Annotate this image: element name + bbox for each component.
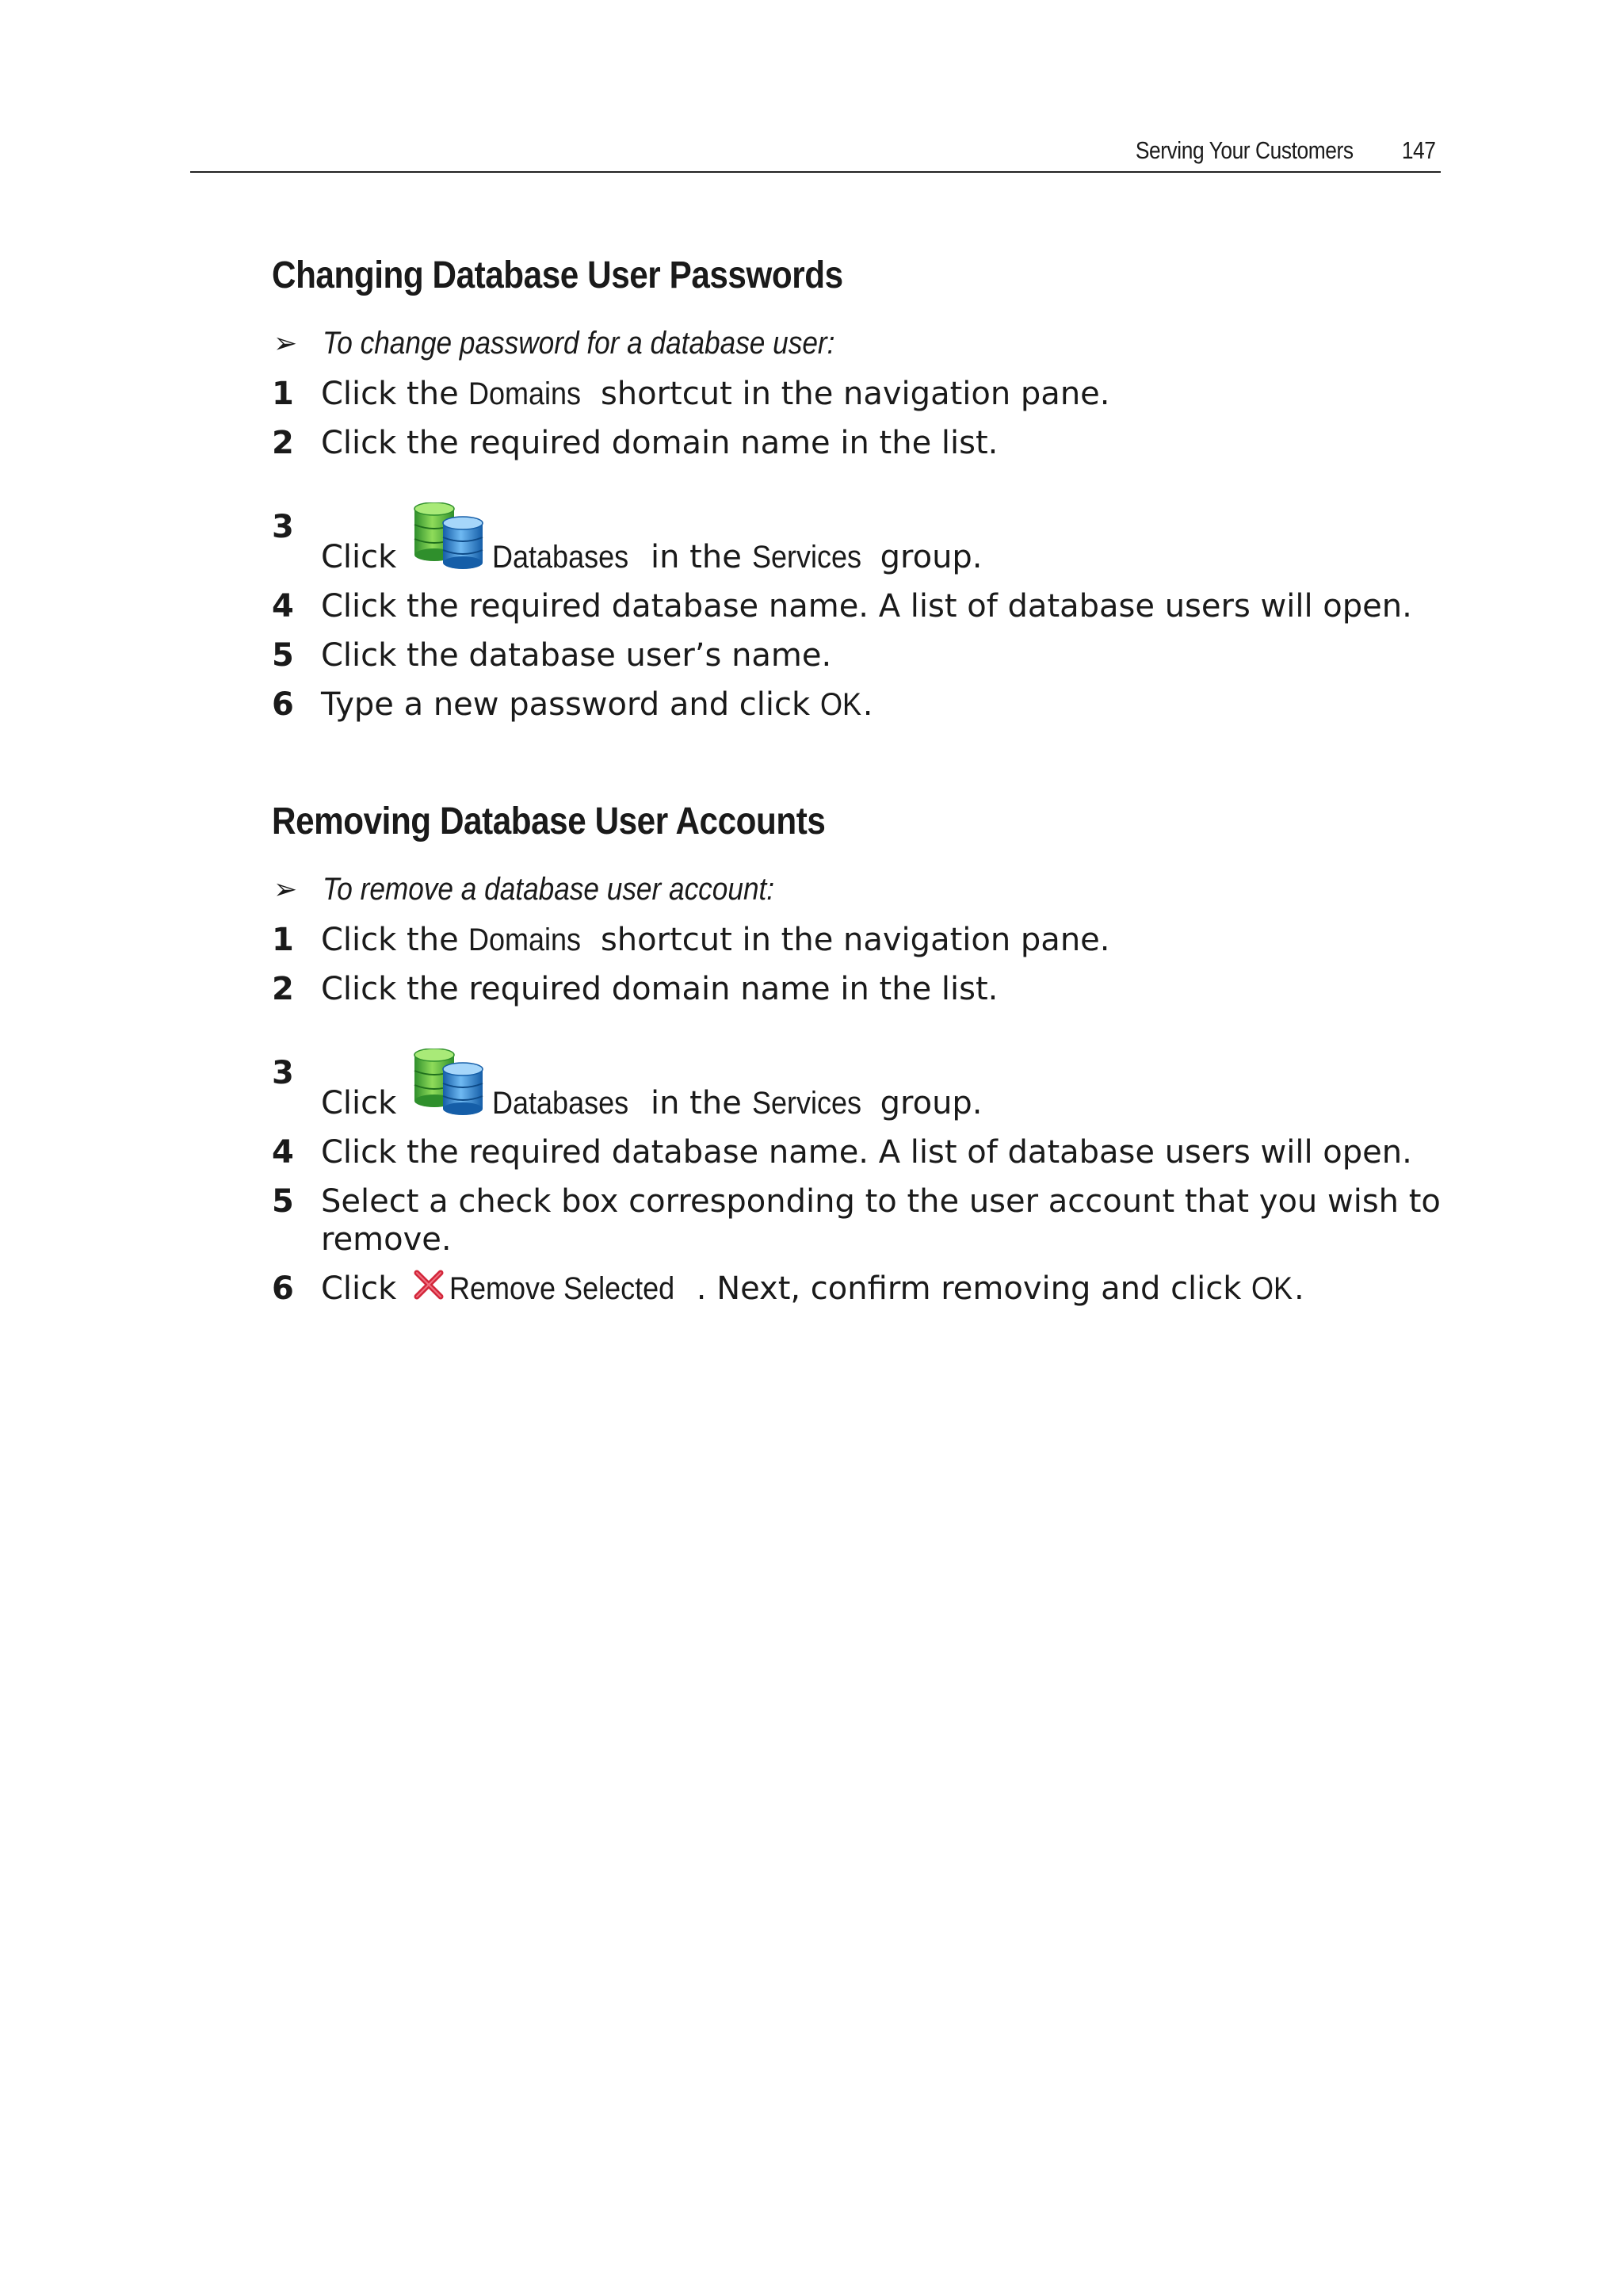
step-text: .	[1293, 1270, 1304, 1307]
ui-term: OK	[1251, 1271, 1293, 1306]
ui-term: Domains	[468, 923, 582, 957]
step-text: Type a new password and click	[321, 686, 820, 723]
step-number: 6	[272, 1270, 294, 1307]
ui-term: Domains	[468, 376, 582, 411]
section-removing-accounts	[272, 798, 1461, 1313]
step-text: shortcut in the navigation pane.	[590, 376, 1110, 412]
step-item	[272, 369, 1461, 418]
step-text: in the	[640, 1085, 752, 1121]
step-number: 3	[272, 1055, 294, 1091]
step-text: Click	[321, 539, 407, 575]
step-number: 2	[272, 425, 294, 461]
step-item	[272, 1128, 1461, 1177]
databases-icon	[413, 1049, 486, 1117]
arrow-bullet-icon: ➢	[273, 327, 298, 359]
remove-x-icon	[413, 1266, 445, 1297]
step-number: 4	[272, 1134, 294, 1171]
step-text: group.	[869, 1085, 983, 1121]
ui-term: Databases	[492, 540, 629, 575]
step-text: in the	[640, 539, 752, 575]
procedure-text: To change password for a database user:	[323, 326, 835, 361]
step-number: 2	[272, 971, 294, 1007]
header-section-title: Serving Your Customers	[1136, 136, 1354, 164]
step-text: Click the required domain name in the list.	[321, 971, 999, 1007]
step-text: Click the required database name. A list of database users will open.	[321, 588, 1412, 625]
step-item	[272, 680, 1461, 729]
step-item	[272, 915, 1461, 965]
ui-term: Services	[751, 540, 861, 575]
step-text: . Next, confirm removing and click	[696, 1270, 1252, 1307]
step-text: Select a check box corresponding to the user account that you wish to remove.	[321, 1183, 1441, 1258]
step-number: 6	[272, 686, 294, 723]
step-text: Click	[321, 1270, 407, 1307]
step-item	[272, 418, 1461, 468]
arrow-bullet-icon: ➢	[273, 873, 298, 905]
step-item	[272, 1014, 1461, 1128]
page-number: 147	[1402, 136, 1436, 164]
step-text: Click	[321, 1085, 407, 1121]
section-changing-passwords	[272, 252, 1461, 729]
step-text: group.	[869, 539, 983, 575]
step-number: 3	[272, 509, 294, 545]
step-item	[272, 631, 1461, 680]
running-header	[190, 133, 1441, 173]
procedure-text: To remove a database user account:	[323, 872, 775, 907]
ui-term: OK	[819, 687, 861, 722]
procedure-heading	[272, 869, 1461, 909]
step-number: 5	[272, 1183, 294, 1220]
step-item	[272, 468, 1461, 582]
step-text: Click the database user’s name.	[321, 637, 832, 674]
step-text: Click the	[321, 922, 469, 958]
steps-list	[272, 915, 1461, 1313]
steps-list	[272, 369, 1461, 729]
procedure-heading	[272, 323, 1461, 363]
section-title: Changing Database User Passwords	[272, 254, 843, 296]
ui-term: Services	[751, 1086, 861, 1121]
step-number: 1	[272, 376, 294, 412]
ui-term: Remove Selected	[449, 1271, 675, 1306]
ui-term: Databases	[492, 1086, 629, 1121]
step-text: Click the required domain name in the list.	[321, 425, 999, 461]
header-text	[1136, 136, 1436, 165]
step-item	[272, 1177, 1454, 1264]
step-item	[272, 1264, 1461, 1313]
step-number: 5	[272, 637, 294, 674]
step-item	[272, 582, 1461, 631]
step-item	[272, 965, 1461, 1014]
databases-icon	[413, 502, 486, 571]
step-text: .	[862, 686, 873, 723]
step-text: Click the	[321, 376, 469, 412]
section-title: Removing Database User Accounts	[272, 800, 826, 842]
step-text: shortcut in the navigation pane.	[590, 922, 1110, 958]
step-number: 4	[272, 588, 294, 625]
step-number: 1	[272, 922, 294, 958]
step-text: Click the required database name. A list of database users will open.	[321, 1134, 1412, 1171]
